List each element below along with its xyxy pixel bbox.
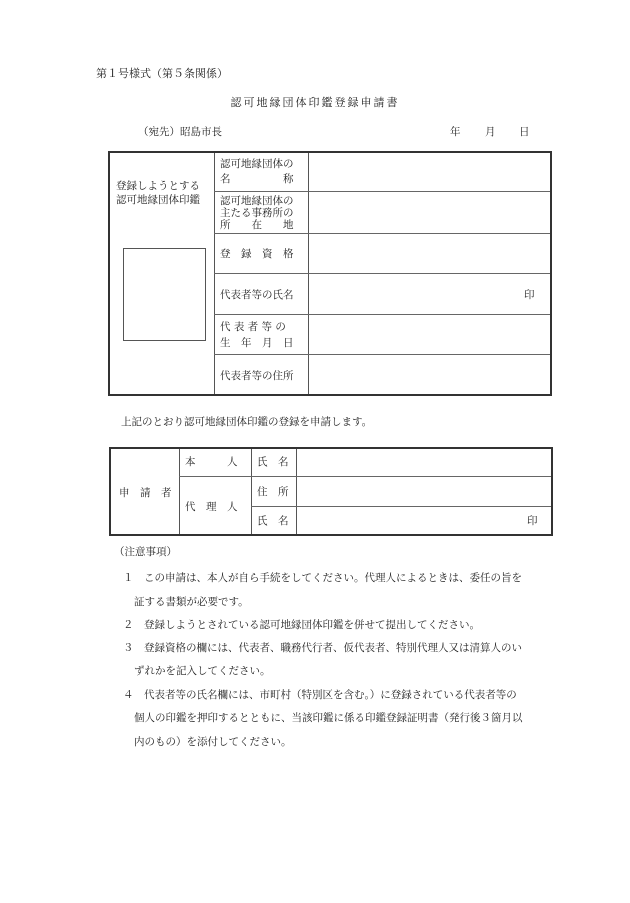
group-name-label-line2: 名 称 — [220, 173, 294, 185]
seal-section-heading-line1: 登録しようとする — [116, 180, 200, 192]
date-year-label: 年 — [450, 126, 461, 138]
seal-section-heading-line2: 認可地縁団体印鑑 — [116, 194, 200, 206]
note-number: １ — [123, 572, 134, 584]
note-number: ４ — [123, 689, 134, 701]
representative-birthdate-label-line2: 生 年 月 日 — [220, 337, 294, 349]
notes-heading: （注意事項） — [114, 546, 177, 558]
note-text-line: ずれかを記入してください。 — [134, 665, 271, 677]
agent-address-field[interactable] — [302, 486, 542, 500]
office-address-label-line3: 所 在 地 — [220, 219, 294, 231]
seal-mark: 印 — [527, 515, 538, 527]
column-divider — [179, 449, 180, 534]
agent-name-field[interactable] — [302, 515, 502, 529]
row-divider — [214, 273, 550, 274]
principal-name-field[interactable] — [302, 456, 542, 470]
registration-table — [108, 151, 552, 396]
office-address-label-line2: 主たる事務所の — [220, 207, 294, 219]
note-text-line: 証する書類が必要です。 — [134, 596, 249, 608]
form-number-label: 第１号様式（第５条関係） — [96, 67, 228, 80]
row-divider — [214, 314, 550, 315]
document-title: 認可地縁団体印鑑登録申請書 — [230, 96, 400, 109]
row-divider — [214, 354, 550, 355]
applicant-heading: 申 請 者 — [119, 487, 172, 499]
column-divider — [251, 449, 252, 534]
application-statement: 上記のとおり認可地縁団体印鑑の登録を申請します。 — [121, 416, 373, 428]
column-divider — [296, 449, 297, 534]
addressee: （宛先）昭島市長 — [138, 126, 222, 138]
row-divider — [251, 506, 551, 507]
row-divider — [214, 233, 550, 234]
note-number: ２ — [123, 619, 134, 631]
agent-label: 代 理 人 — [185, 501, 238, 513]
note-text-line: 登録しようとされている認可地縁団体印鑑を併せて提出してください。 — [144, 619, 480, 631]
office-address-label-line1: 認可地縁団体の — [220, 195, 294, 207]
seal-impression-box[interactable] — [123, 248, 206, 341]
registration-qualification-label: 登 録 資 格 — [220, 248, 294, 260]
date-day-label: 日 — [519, 126, 530, 138]
row-divider — [179, 476, 551, 477]
group-name-label-line1: 認可地縁団体の — [220, 158, 294, 170]
row-divider — [214, 191, 550, 192]
representative-birthdate-label-line1: 代 表 者 等 の — [220, 321, 286, 333]
representative-address-label: 代表者等の住所 — [220, 370, 294, 382]
seal-mark: 印 — [524, 289, 535, 301]
principal-name-label: 氏 名 — [257, 456, 289, 468]
representative-name-label: 代表者等の氏名 — [220, 289, 294, 301]
note-text-line: 個人の印鑑を押印するとともに、当該印鑑に係る印鑑登録証明書（発行後３箇月以 — [134, 712, 523, 724]
note-number: ３ — [123, 642, 134, 654]
agent-name-label: 氏 名 — [257, 515, 289, 527]
note-text-line: 代表者等の氏名欄には、市町村（特別区を含む。）に登録されている代表者等の — [144, 689, 517, 701]
note-text-line: 登録資格の欄には、代表者、職務代行者、仮代表者、特別代理人又は清算人のい — [144, 642, 522, 654]
agent-address-label: 住 所 — [257, 486, 289, 498]
applicant-table — [109, 447, 553, 536]
note-text-line: この申請は、本人が自ら手続をしてください。代理人によるときは、委任の旨を — [144, 572, 522, 584]
principal-label: 本 人 — [185, 456, 238, 468]
note-text-line: 内のもの）を添付してください。 — [134, 736, 292, 748]
date-month-label: 月 — [485, 126, 496, 138]
